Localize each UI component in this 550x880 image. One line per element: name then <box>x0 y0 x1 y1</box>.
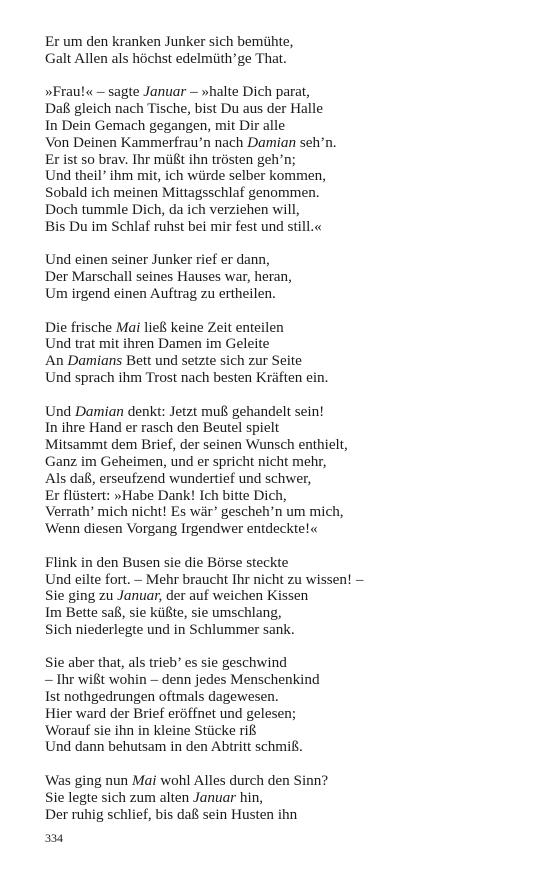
page-number: 334 <box>45 831 63 845</box>
verse-text: Und theil’ ihm mit, ich würde selber kommen, <box>45 167 327 185</box>
poem-text <box>45 34 525 840</box>
verse-text: Und einen seiner Junker rief er dann, <box>45 251 270 269</box>
verse-line <box>45 118 525 135</box>
italic-name: Damian <box>247 133 297 151</box>
verse-line <box>45 706 525 723</box>
verse-line <box>45 269 525 286</box>
stanza <box>45 34 525 68</box>
verse-line <box>45 471 525 488</box>
verse-line <box>45 807 525 824</box>
verse-text: Bett und setzte sich zur Seite <box>122 352 302 370</box>
verse-text: Verrath’ mich nicht! Es wär’ gescheh’n um mich, <box>45 503 344 521</box>
verse-text: Im Bette saß, sie küßte, sie umschlang, <box>45 604 282 622</box>
verse-text: Daß gleich nach Tische, bist Du aus der Halle <box>45 100 323 118</box>
verse-text: Sobald ich meinen Mittagsschlaf genommen. <box>45 184 320 202</box>
verse-line <box>45 572 525 589</box>
verse-line <box>45 219 525 236</box>
verse-line <box>45 135 525 152</box>
verse-text: Und dann behutsam in den Abtritt schmiß. <box>45 738 303 756</box>
italic-name: Januar <box>143 83 187 101</box>
verse-text: »Frau!« – sagte <box>45 83 144 101</box>
verse-line <box>45 168 525 185</box>
italic-name: Januar, <box>117 587 163 605</box>
verse-line <box>45 655 525 672</box>
verse-text: Ganz im Geheimen, und er spricht nicht mehr, <box>45 452 327 470</box>
verse-text: Sie aber that, als trieb’ es sie geschwind <box>45 654 287 672</box>
verse-line <box>45 672 525 689</box>
italic-name: Damian <box>74 402 124 420</box>
verse-text: der auf weichen Kissen <box>162 587 309 605</box>
verse-line <box>45 84 525 101</box>
verse-line <box>45 336 525 353</box>
verse-line <box>45 286 525 303</box>
stanza <box>45 773 525 823</box>
verse-text: Und <box>45 402 75 420</box>
verse-text: An <box>45 352 68 370</box>
verse-text: Hier ward der Brief eröffnet und gelesen; <box>45 704 297 722</box>
verse-line <box>45 320 525 337</box>
verse-text: Doch tummle Dich, da ich verziehen will, <box>45 200 300 218</box>
verse-text: Ist nothgedrungen oftmals dagewesen. <box>45 688 279 706</box>
verse-text: Wenn diesen Vorgang Irgendwer entdeckte!« <box>45 520 318 538</box>
stanza <box>45 252 525 302</box>
verse-text: Er flüstert: »Habe Dank! Ich bitte Dich, <box>45 486 287 504</box>
verse-text: In Dein Gemach gegangen, mit Dir alle <box>45 116 285 134</box>
verse-text: Um irgend einen Auftrag zu ertheilen. <box>45 284 276 302</box>
verse-text: ließ keine Zeit enteilen <box>140 318 284 336</box>
verse-text: Von Deinen Kammerfrau’n nach <box>45 133 248 151</box>
verse-text: Der Marschall seines Hauses war, heran, <box>45 268 292 286</box>
verse-line <box>45 555 525 572</box>
verse-line <box>45 252 525 269</box>
verse-text: wohl Alles durch den Sinn? <box>156 772 329 790</box>
verse-line <box>45 185 525 202</box>
verse-text: denkt: Jetzt muß gehandelt sein! <box>123 402 325 420</box>
verse-line <box>45 370 525 387</box>
verse-text: Er um den kranken Junker sich bemühte, <box>45 33 294 50</box>
verse-line <box>45 689 525 706</box>
stanza <box>45 555 525 639</box>
verse-text: Was ging nun <box>45 772 132 790</box>
verse-line <box>45 420 525 437</box>
verse-text: In ihre Hand er rasch den Beutel spielt <box>45 419 280 437</box>
verse-line <box>45 34 525 51</box>
verse-text: Galt Allen als höchst edelmüth’ge That. <box>45 49 287 67</box>
verse-text: Worauf sie ihn in kleine Stücke riß <box>45 721 257 739</box>
verse-text: – Ihr wißt wohin – denn jedes Menschenkind <box>45 671 320 689</box>
verse-text: hin, <box>236 788 264 806</box>
verse-text: Mitsammt dem Brief, der seinen Wunsch enthielt, <box>45 436 348 454</box>
stanza <box>45 320 525 387</box>
verse-line <box>45 152 525 169</box>
italic-name: Damians <box>67 352 123 370</box>
verse-line <box>45 790 525 807</box>
verse-line <box>45 622 525 639</box>
verse-text: Sich niederlegte und in Schlummer sank. <box>45 620 295 638</box>
verse-line <box>45 739 525 756</box>
verse-text: Und trat mit ihren Damen im Geleite <box>45 335 270 353</box>
verse-text: seh’n. <box>296 133 337 151</box>
verse-text: – »halte Dich parat, <box>186 83 310 101</box>
verse-text: Und sprach ihm Trost nach besten Kräften ein. <box>45 368 329 386</box>
verse-text: Er ist so brav. Ihr müßt ihn trösten geh’n; <box>45 150 296 168</box>
verse-line <box>45 521 525 538</box>
verse-line <box>45 588 525 605</box>
italic-name: Mai <box>115 318 141 336</box>
verse-text: Als daß, erseufzend wundertief und schwer, <box>45 469 312 487</box>
verse-text: Der ruhig schlief, bis daß sein Husten ihn <box>45 805 298 823</box>
verse-line <box>45 488 525 505</box>
verse-line <box>45 454 525 471</box>
stanza <box>45 84 525 235</box>
italic-name: Mai <box>131 772 157 790</box>
verse-line <box>45 605 525 622</box>
verse-text: Sie legte sich zum alten <box>45 788 194 806</box>
verse-line <box>45 504 525 521</box>
verse-text: Und eilte fort. – Mehr braucht Ihr nicht zu wissen! – <box>45 570 364 588</box>
verse-line <box>45 51 525 68</box>
stanza <box>45 404 525 538</box>
verse-line <box>45 773 525 790</box>
verse-line <box>45 353 525 370</box>
verse-text: Bis Du im Schlaf ruhst bei mir fest und still.« <box>45 217 322 235</box>
verse-line <box>45 202 525 219</box>
verse-line <box>45 437 525 454</box>
verse-text: Flink in den Busen sie die Börse steckte <box>45 553 289 571</box>
verse-text: Die frische <box>45 318 116 336</box>
verse-line <box>45 101 525 118</box>
italic-name: Januar <box>193 788 237 806</box>
verse-line <box>45 723 525 740</box>
stanza <box>45 655 525 756</box>
verse-text: Sie ging zu <box>45 587 118 605</box>
verse-line <box>45 404 525 421</box>
